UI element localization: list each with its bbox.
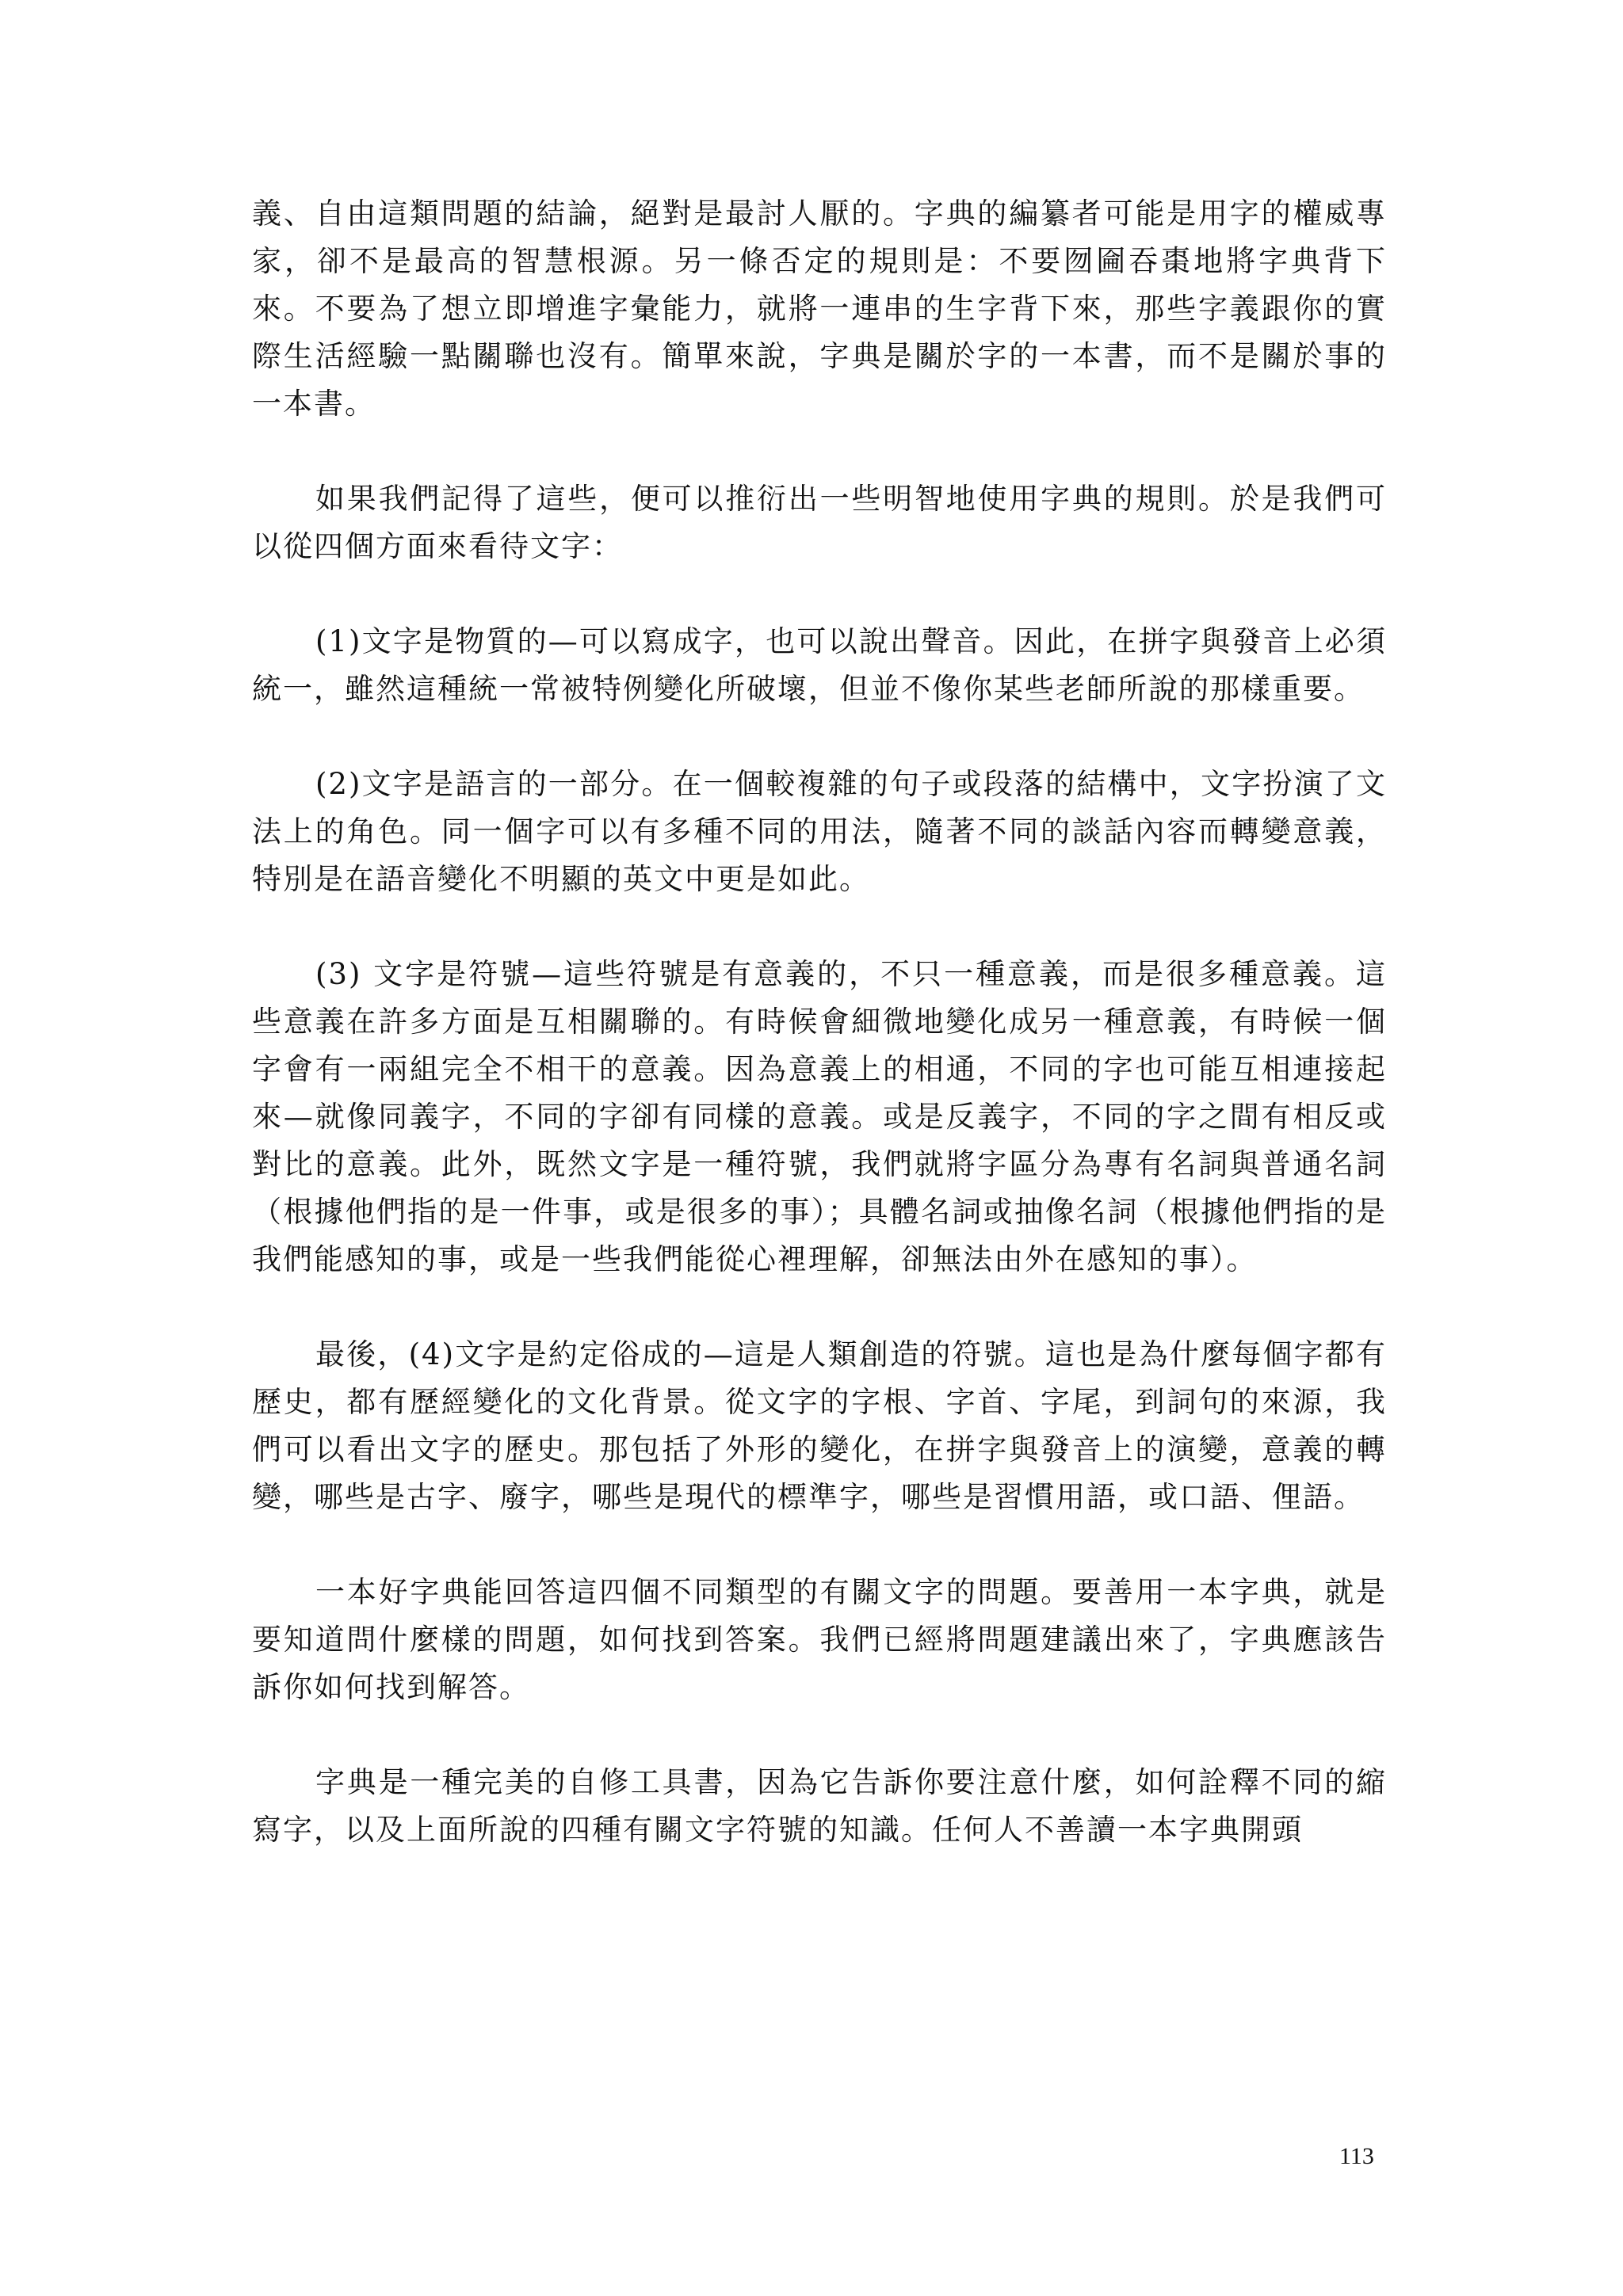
paragraph-5: (3) 文字是符號—這些符號是有意義的，不只一種意義，而是很多種意義。這些意義在許多方面是互相關聯的。有時候會細微地變化成另一種意義，有時候一個字會有一兩組完全不相干的意義。因為意義上的相通，不同的字也可能互相連接起來—就像同義字，不同的字卻有同樣的意義。或是反義字，不同的字之間有相反或對比的意義。此外，既然文字是一種符號，我們就將字區分為專有名詞與普通名詞（根據他們指的是一件事，或是很多的事）；具體名詞或抽像名詞（根據他們指的是我們能感知的事，或是一些我們能從心裡理解，卻無法由外在感知的事）。 [252,957,1387,1276]
paragraph-7: 一本好字典能回答這四個不同類型的有關文字的問題。要善用一本字典，就是要知道問什麼樣的問題，如何找到答案。我們已經將問題建議出來了，字典應該告訴你如何找到解答。 [252,1575,1387,1704]
paragraph-6: 最後，(4)文字是約定俗成的—這是人類創造的符號。這也是為什麼每個字都有歷史，都有歷經變化的文化背景。從文字的字根、字首、字尾，到詞句的來源，我們可以看出文字的歷史。那包括了外形的變化，在拼字與發音上的演變，意義的轉變，哪些是古字、廢字，哪些是現代的標準字，哪些是習慣用語，或口語、俚語。 [252,1337,1387,1514]
paragraph-4: (2)文字是語言的一部分。在一個較複雜的句子或段落的結構中，文字扮演了文法上的角色。同一個字可以有多種不同的用法，隨著不同的談話內容而轉變意義，特別是在語音變化不明顯的英文中更是如此。 [252,767,1387,896]
paragraph-2: 如果我們記得了這些，便可以推衍出一些明智地使用字典的規則。於是我們可以從四個方面來看待文字： [252,482,1387,563]
paragraph-3: (1)文字是物質的—可以寫成字，也可以說出聲音。因此，在拼字與發音上必須統一，雖然這種統一常被特例變化所破壞，但並不像你某些老師所說的那樣重要。 [252,624,1387,706]
page-number: 113 [1339,2143,1374,2169]
body-text [252,190,1387,1901]
paragraph-8: 字典是一種完美的自修工具書，因為它告訴你要注意什麼，如何詮釋不同的縮寫字，以及上面所說的四種有關文字符號的知識。任何人不善讀一本字典開頭 [252,1765,1387,1847]
paragraph-1: 義、自由這類問題的結論，絕對是最討人厭的。字典的編纂者可能是用字的權威專家，卻不是最高的智慧根源。另一條否定的規則是：不要囫圇吞棗地將字典背下來。不要為了想立即增進字彙能力，就將一連串的生字背下來，那些字義跟你的實際生活經驗一點關聯也沒有。簡單來說，字典是關於字的一本書，而不是關於事的一本書。 [252,196,1387,421]
